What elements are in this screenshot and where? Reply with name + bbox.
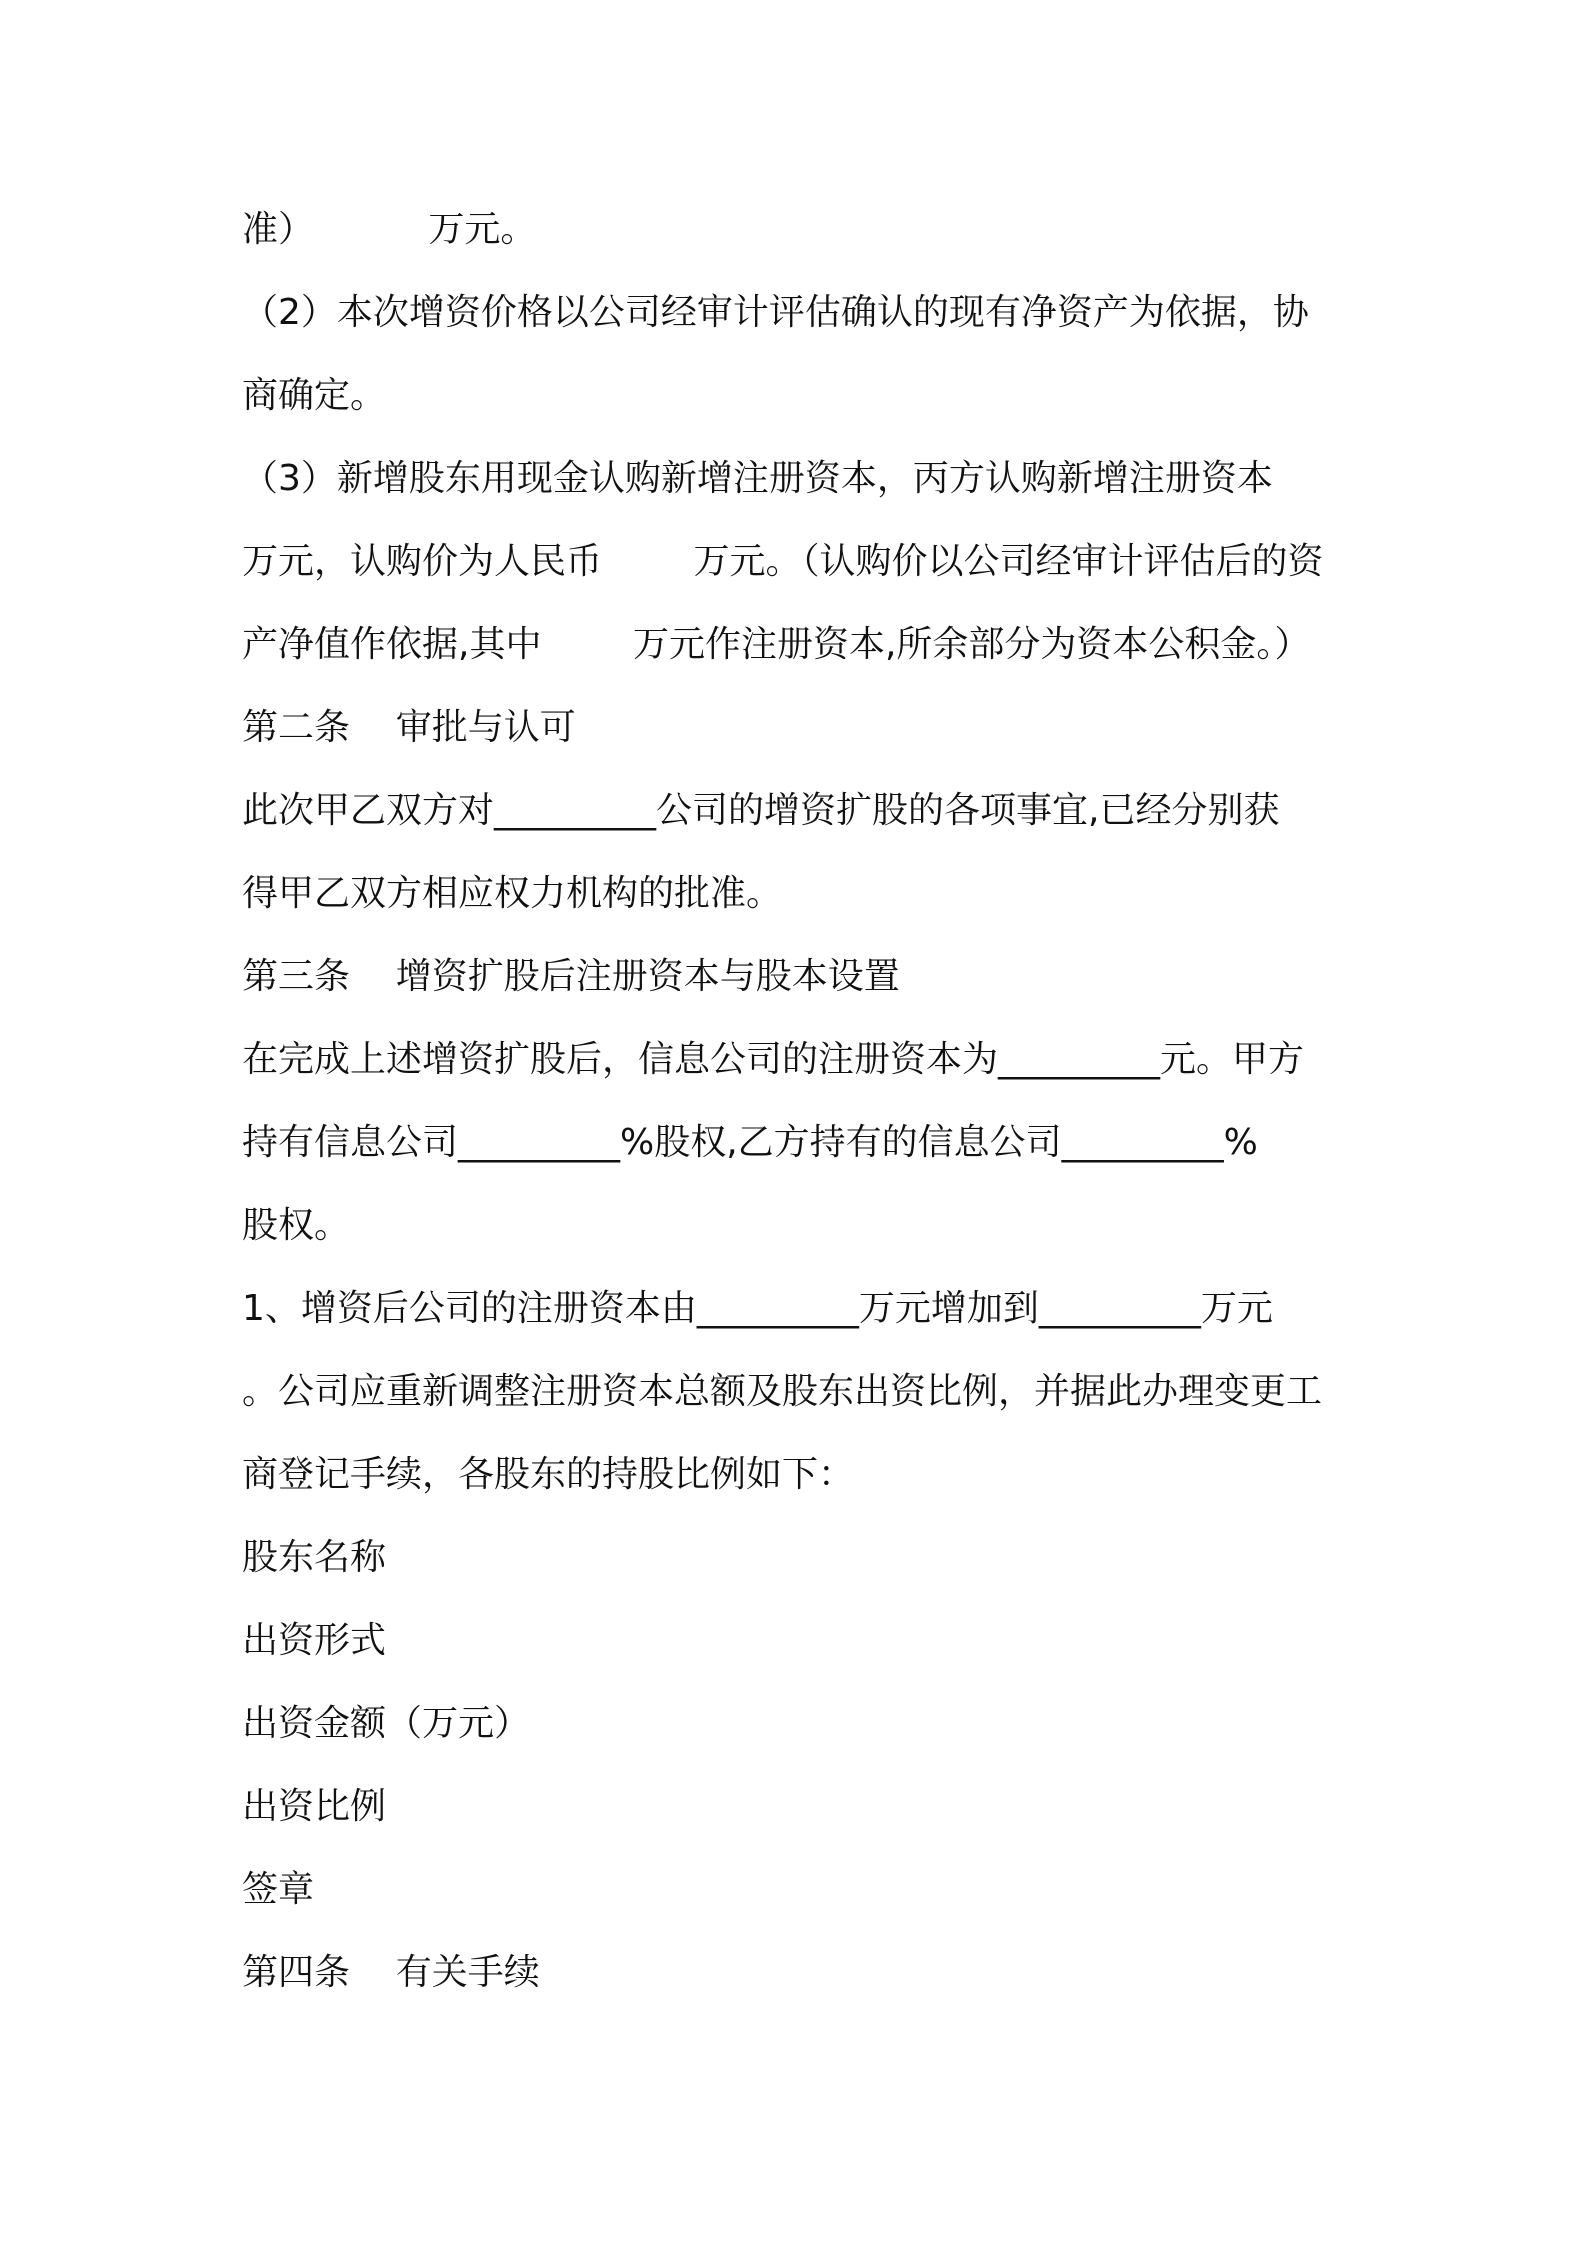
section-heading: 第三条 增资扩股后注册资本与股本设置 bbox=[242, 956, 900, 997]
text-line: 1、增资后公司的注册资本由_________万元增加到_________万元 bbox=[242, 1288, 1273, 1329]
text-line: 此次甲乙双方对_________公司的增资扩股的各项事宜,已经分别获 bbox=[242, 790, 1280, 831]
text-line: （2）本次增资价格以公司经审计评估确认的现有净资产为依据，协 bbox=[242, 292, 1309, 333]
text-line: 商确定。 bbox=[242, 375, 387, 416]
table-label: 签章 bbox=[242, 1869, 315, 1910]
text-line: 持有信息公司_________%股权,乙方持有的信息公司_________% bbox=[242, 1122, 1258, 1163]
table-label: 出资金额（万元） bbox=[242, 1703, 531, 1744]
text-line: （3）新增股东用现金认购新增注册资本，丙方认购新增注册资本 bbox=[242, 458, 1273, 499]
section-heading: 第四条 有关手续 bbox=[242, 1952, 540, 1993]
section-heading: 第二条 审批与认可 bbox=[242, 707, 576, 748]
text-line: 。公司应重新调整注册资本总额及股东出资比例，并据此办理变更工 bbox=[242, 1371, 1323, 1412]
text-line: 万元，认购价为人民币 万元。（认购价以公司经审计评估后的资 bbox=[242, 541, 1324, 582]
text-line: 商登记手续，各股东的持股比例如下： bbox=[242, 1454, 855, 1495]
text-line: 准） 万元。 bbox=[242, 209, 537, 250]
text-line: 得甲乙双方相应权力机构的批准。 bbox=[242, 873, 783, 914]
table-label: 股东名称 bbox=[242, 1537, 387, 1578]
text-line: 在完成上述增资扩股后，信息公司的注册资本为_________元。甲方 bbox=[242, 1039, 1305, 1080]
text-line: 产净值作依据,其中 万元作注册资本,所余部分为资本公积金。） bbox=[242, 624, 1311, 665]
table-label: 出资形式 bbox=[242, 1620, 387, 1661]
text-line: 股权。 bbox=[242, 1205, 351, 1246]
table-label: 出资比例 bbox=[242, 1786, 387, 1827]
